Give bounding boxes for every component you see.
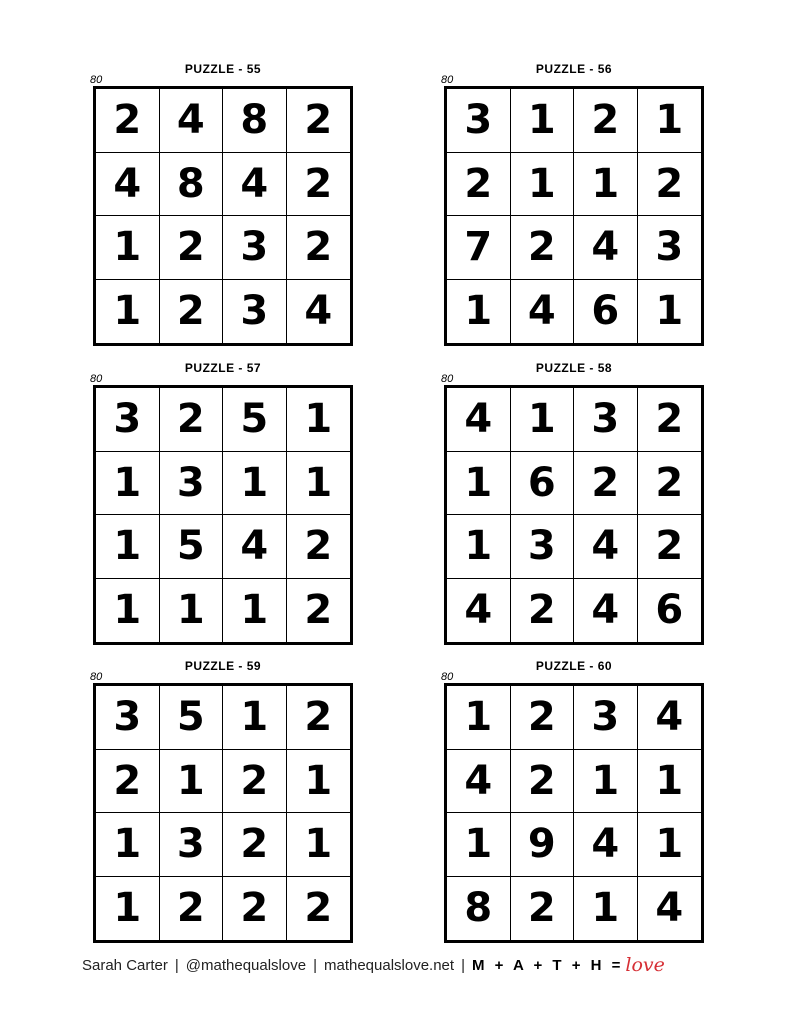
grid-cell: 2	[287, 686, 351, 750]
grid-cell: 3	[638, 216, 702, 280]
footer-separator: |	[313, 956, 317, 974]
grid-cell: 4	[447, 388, 511, 452]
grid-cell: 3	[574, 686, 638, 750]
grid-cell: 1	[655, 288, 684, 335]
grid-cell: 2	[96, 750, 160, 814]
grid-cell: 1	[223, 579, 287, 643]
grid-cell: 1	[96, 515, 160, 579]
grid-cell: 7	[447, 216, 511, 280]
grid-cell: 2	[511, 579, 575, 643]
grid-cell: 1	[160, 750, 224, 814]
grid-cell: 1	[447, 813, 511, 877]
footer-separator: |	[461, 956, 465, 974]
grid-cell: 2	[638, 515, 702, 579]
grid-cell: 4	[223, 153, 287, 217]
grid-cell: 1	[96, 452, 160, 516]
grid-cell: 9	[511, 813, 575, 877]
grid-cell: 4	[511, 280, 575, 344]
grid-cell: 4	[96, 153, 160, 217]
puzzle-grid	[444, 385, 704, 645]
grid-cell: 4	[447, 579, 511, 643]
grid-cell: 5	[160, 686, 224, 750]
brand-formula: M + A + T + H =	[471, 956, 624, 974]
grid-cell: 1	[574, 153, 638, 217]
target-number: 80	[441, 74, 454, 86]
grid-cell: 1	[447, 452, 511, 516]
grid-cell: 2	[160, 216, 224, 280]
grid-cell: 4	[574, 579, 638, 643]
grid-cell: 5	[223, 388, 287, 452]
grid-cell: 2	[511, 750, 575, 814]
grid-cell: 4	[304, 288, 333, 335]
grid-cell: 2	[638, 452, 702, 516]
grid-cell: 2	[96, 89, 160, 153]
puzzle-title: PUZZLE - 60	[535, 659, 613, 673]
grid-cell: 1	[638, 750, 702, 814]
target-number: 80	[90, 671, 103, 683]
grid-cell: 1	[511, 89, 575, 153]
grid-cell: 1	[223, 686, 287, 750]
puzzle-grid	[444, 86, 704, 346]
grid-cell: 8	[223, 89, 287, 153]
grid-cell: 2	[287, 153, 351, 217]
puzzle-title: PUZZLE - 56	[535, 62, 613, 76]
grid-cell: 2	[160, 388, 224, 452]
grid-cell: 4	[574, 216, 638, 280]
grid-cell: 2	[287, 216, 351, 280]
grid-cell: 2	[638, 153, 702, 217]
grid-cell: 2	[447, 153, 511, 217]
grid-cell: 1	[511, 388, 575, 452]
grid-cell: 6	[655, 587, 684, 634]
grid-cell: 1	[574, 877, 638, 941]
grid-cell: 2	[638, 388, 702, 452]
grid-cell: 2	[574, 89, 638, 153]
brand-love-script: love	[625, 954, 665, 976]
footer-separator: |	[174, 956, 179, 974]
grid-cell: 4	[223, 515, 287, 579]
puzzle-title: PUZZLE - 58	[535, 361, 613, 375]
grid-cell: 2	[574, 452, 638, 516]
grid-cell: 3	[96, 686, 160, 750]
footer-website[interactable]: mathequalslove.net	[323, 956, 455, 974]
grid-cell: 3	[223, 280, 287, 344]
grid-cell: 3	[160, 813, 224, 877]
footer-handle[interactable]: @mathequalslove	[185, 956, 307, 974]
grid-cell: 1	[511, 153, 575, 217]
grid-cell: 2	[511, 877, 575, 941]
grid-cell: 3	[574, 388, 638, 452]
grid-cell: 2	[223, 877, 287, 941]
puzzle-title: PUZZLE - 55	[184, 62, 262, 76]
grid-cell: 4	[574, 515, 638, 579]
grid-cell: 1	[287, 750, 351, 814]
grid-cell: 1	[96, 280, 160, 344]
grid-cell: 2	[223, 813, 287, 877]
grid-cell: 3	[223, 216, 287, 280]
grid-cell: 8	[447, 877, 511, 941]
grid-cell: 1	[96, 216, 160, 280]
grid-cell: 3	[96, 388, 160, 452]
grid-cell: 2	[287, 89, 351, 153]
grid-cell: 3	[447, 89, 511, 153]
grid-cell: 1	[223, 452, 287, 516]
puzzle-grid	[444, 683, 704, 943]
puzzle-grid	[93, 385, 353, 645]
grid-cell: 1	[96, 877, 160, 941]
grid-cell: 2	[223, 750, 287, 814]
footer-author: Sarah Carter	[82, 956, 168, 974]
grid-cell: 1	[574, 750, 638, 814]
grid-cell: 4	[574, 813, 638, 877]
grid-cell: 2	[304, 885, 333, 932]
grid-cell: 2	[160, 877, 224, 941]
grid-cell: 1	[160, 579, 224, 643]
grid-cell: 5	[160, 515, 224, 579]
grid-cell: 4	[638, 686, 702, 750]
grid-cell: 6	[511, 452, 575, 516]
grid-cell: 1	[447, 686, 511, 750]
target-number: 80	[441, 373, 454, 385]
puzzle-title: PUZZLE - 57	[184, 361, 262, 375]
grid-cell: 1	[96, 579, 160, 643]
grid-cell: 2	[511, 216, 575, 280]
grid-cell: 1	[287, 388, 351, 452]
grid-cell: 1	[287, 813, 351, 877]
grid-cell: 6	[574, 280, 638, 344]
grid-cell: 4	[655, 885, 684, 932]
grid-cell: 1	[638, 89, 702, 153]
grid-cell: 1	[638, 813, 702, 877]
grid-cell: 2	[511, 686, 575, 750]
grid-cell: 2	[304, 587, 333, 634]
target-number: 80	[90, 373, 103, 385]
grid-cell: 2	[287, 515, 351, 579]
puzzle-grid	[93, 86, 353, 346]
target-number: 80	[90, 74, 103, 86]
grid-cell: 1	[287, 452, 351, 516]
grid-cell: 4	[447, 750, 511, 814]
target-number: 80	[441, 671, 454, 683]
grid-cell: 2	[160, 280, 224, 344]
grid-cell: 3	[160, 452, 224, 516]
puzzle-grid	[93, 683, 353, 943]
grid-cell: 8	[160, 153, 224, 217]
footer	[82, 953, 742, 977]
grid-cell: 1	[447, 280, 511, 344]
grid-cell: 1	[96, 813, 160, 877]
grid-cell: 4	[160, 89, 224, 153]
grid-cell: 1	[447, 515, 511, 579]
puzzle-title: PUZZLE - 59	[184, 659, 262, 673]
grid-cell: 3	[511, 515, 575, 579]
